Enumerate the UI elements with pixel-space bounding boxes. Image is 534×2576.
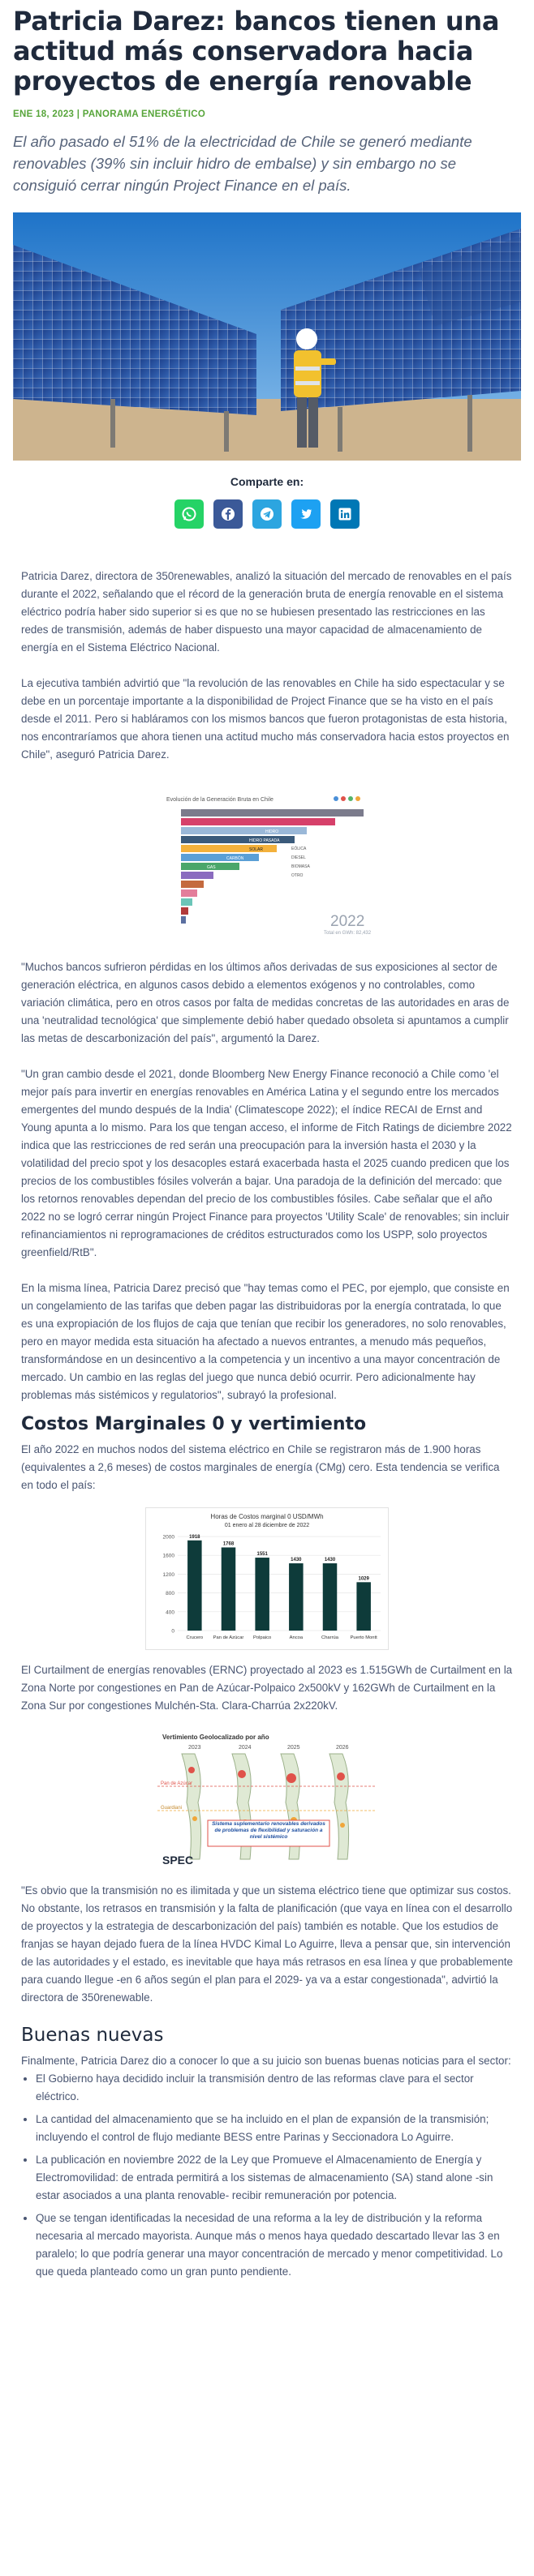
generation-label-5: EÓLICA xyxy=(291,847,307,851)
share-label: Comparte en: xyxy=(230,475,304,488)
share-telegram-button[interactable] xyxy=(252,499,282,529)
map-label-guardiani: Guardiani xyxy=(161,1806,183,1811)
generation-year: 2022 xyxy=(330,913,365,930)
curtailment-map-figure xyxy=(157,1729,377,1867)
year-label-1: 2024 xyxy=(239,1745,252,1751)
x-category-label: Crucero xyxy=(186,1635,204,1640)
bar-crucero xyxy=(187,1541,202,1631)
bar-ancoa xyxy=(289,1563,304,1631)
generation-label-2: SOLAR xyxy=(249,847,263,852)
y-tick-label: 1200 xyxy=(162,1571,174,1578)
paragraph-2: La ejecutiva también advirtió que "la revolución de las renovables en Chile ha sido espectacular y se debe en un porcentaje importante a la disponibilidad de Project Finance que se ha visto en el país desde el 2011. Pero si habláramos con los mismos bancos que fueron protagonistas de esta historia, nos encontraríamos que ahora tienen una actitud mucho más conservadora hacia estos proyectos en Chile", aseguró Patricia Darez. xyxy=(21,677,510,761)
generation-label-7: BIOMASA xyxy=(291,864,310,869)
year-label-3: 2026 xyxy=(336,1745,349,1751)
y-tick-label: 2000 xyxy=(162,1534,174,1541)
bar-charr-a xyxy=(323,1563,338,1631)
x-category-label: Charrúa xyxy=(321,1635,338,1640)
share-buttons xyxy=(13,499,521,529)
y-tick-label: 400 xyxy=(166,1609,174,1616)
paragraph-6: El año 2022 en muchos nodos del sistema eléctrico en Chile se registraron más de 1.900 horas (equivalentes a 2,6 meses) de costos marginales de energía (CMg) cero. Esta tendencia se verifica en todo el país: xyxy=(21,1443,500,1491)
curtailment-map-title: Vertimiento Geolocalizado por año xyxy=(162,1734,269,1741)
linkedin-icon xyxy=(337,506,353,522)
facebook-icon xyxy=(220,506,236,522)
telegram-icon xyxy=(259,506,275,522)
map-label-pan-de-azucar: Pan de Azúcar xyxy=(161,1781,193,1786)
map-annotation-box: Sistema suplementario renovables derivados de problemas de flexibilidad y saturación a nivel sistémico xyxy=(212,1821,325,1840)
paragraph-4: "Un gran cambio desde el 2021, donde Bloomberg New Energy Finance reconoció a Chile como 'el mejor país para invertir en energías renovables en América Latina y el segundo entre los mercados emergentes del mundo después de la India' (Climatescope 2022); el índice RECAI de Ernst and Young apunta a lo mismo. Para los que tengan acceso, el informe de Fitch Ratings de diciembre 2022 indica que las restricciones de red serán una preocupación para la inversión hasta el 2030 y la volatilidad del precio spot y los desacoples estará exacerbada hasta el 2025 cuando predicen que los precios de los combustibles fósiles volverán a bajar. Una paradoja de la definición del mercado: que los retornos renovables dependan del precio de los combustibles fósiles. Cabe señalar que el año 2022 no se logró cerrar ningún Project Finance para proyectos 'Utility Scale' de renovables; sin incluir refinanciamientos ni reprogramaciones de créditos estructurados como los USPP, solo proyectos greenfield/RtB". xyxy=(21,1068,512,1258)
paragraph-8: "Es obvio que la transmisión no es ilimitada y que un sistema eléctrico tiene que optimizar sus costos. No obstante, los retrasos en transmisión y la falta de planificación (que vaya en línea con el desarrollo de proyectos y la estrategia de descarbonización del país) también es notable. Que los estudios de franjas se hayan dejado fuera de la línea HVDC Kimal Lo Aguirre, lleva a pensar que, sin intervención de las autoridades y el estado, es inevitable que haya más retrasos en esa línea y que probablemente para cuando llegue -en 6 años según el plan para el 2029- ya va a estar congestionada", advirtió la directora de 350renewable. xyxy=(21,1884,513,2004)
good-news-list xyxy=(21,2070,513,2281)
bar-puerto-montt xyxy=(356,1582,371,1631)
generation-chart-figure xyxy=(161,791,373,937)
list-item: • Que se tengan identificadas la necesidad de una reforma a la ley de distribución y la reforma necesaria al mercado mayorista. Aunque más o menos haya quedado descartado llevar las 3 en paralelo; lo que podría generar una mayor concentración de mercado y menor competitividad. Lo que queda planteado como un gran punto pendiente. xyxy=(36,2210,513,2281)
spec-logo: SPEC xyxy=(162,1854,194,1867)
share-facebook-button[interactable] xyxy=(213,499,243,529)
share-linkedin-button[interactable] xyxy=(330,499,360,529)
paragraph-9: Finalmente, Patricia Darez dio a conocer lo que a su juicio son buenas buenas noticias para el sector: xyxy=(21,2055,511,2067)
paragraph-5: En la misma línea, Patricia Darez precisó que "hay temas como el PEC, por ejemplo, que consiste en un congelamiento de las tarifas que deben pagar las distribuidoras por la energía contratada, lo que es una expropiación de los flujos de caja que tenían que recibir los generadores, no solo renovables, pero en mayor medida esta situación ha afectado a nuevos entrantes, a menudo más pequeños, transformándose en un desincentivo a la competencia y un incentivo a una mayor concentración de mercado. Un cambio en las reglas del juego que nunca debió ocurrir. Pero adicionalmente hay problemas más sistémicos y regulatorios", subrayó la profesional. xyxy=(21,1282,510,1401)
bar-value-label: 1768 xyxy=(222,1541,235,1547)
chart-title: Horas de Costos marginal 0 USD/MWh xyxy=(210,1513,324,1520)
bar-polpaico xyxy=(255,1558,269,1631)
marginal-cost-chart xyxy=(145,1507,389,1650)
generation-total: Total en GWh: 82,432 xyxy=(324,931,372,936)
whatsapp-icon xyxy=(181,506,197,522)
generation-label-8: OTRO xyxy=(291,873,304,878)
bar-value-label: 1430 xyxy=(291,1558,302,1563)
bar-value-label: 1430 xyxy=(324,1558,336,1563)
section-heading-costos: Costos Marginales 0 y vertimiento xyxy=(21,1414,367,1434)
share-whatsapp-button[interactable] xyxy=(174,499,204,529)
generation-label-0: HIDRO xyxy=(265,829,279,834)
article-meta[interactable]: ENE 18, 2023 | PANORAMA ENERGÉTICO xyxy=(13,109,206,119)
section-heading-buenas-nuevas: Buenas nuevas xyxy=(21,2025,164,2046)
list-item: • La cantidad del almacenamiento que se ha incluido en el plan de expansión de la transmisión; incluyendo el control de flujo mediante BESS entre Parinas y Seccionadora Lo Aguirre. xyxy=(36,2111,513,2146)
bar-value-label: 1029 xyxy=(358,1576,369,1582)
generation-label-4: GAS xyxy=(207,865,216,870)
article-lede: El año pasado el 51% de la electricidad de Chile se generó mediante renovables (39% sin incluir hidro de embalse) y sin embargo no se consiguió cerrar ningún Project Finance en el país. xyxy=(13,133,472,194)
x-category-label: Puerto Montt xyxy=(350,1635,377,1640)
y-tick-label: 800 xyxy=(166,1591,174,1597)
generation-label-1: HIDRO PASADA xyxy=(249,838,280,843)
chart-subtitle: 01 enero al 28 diciembre de 2022 xyxy=(224,1523,310,1528)
bar-pan-de-az-car xyxy=(222,1547,236,1631)
x-category-label: Polpaico xyxy=(253,1635,272,1640)
year-label-2: 2025 xyxy=(287,1745,300,1751)
bar-value-label: 1918 xyxy=(189,1534,200,1540)
paragraph-1: Patricia Darez, directora de 350renewables, analizó la situación del mercado de renovables en el país durante el 2022, señalando que el récord de la generación bruta de energía renovable en el sistema eléctrico podría haber sido superior si es que no se hubiesen presentado las restricciones en las redes de transmisión, además de haber dispuesto una mayor capacidad de almacenamiento de energía en el Sistema Eléctrico Nacional. xyxy=(21,570,512,654)
generation-label-3: CARBÓN xyxy=(226,856,244,861)
bar-value-label: 1551 xyxy=(256,1552,268,1558)
x-category-label: Pan de Azúcar xyxy=(213,1635,244,1640)
list-item: • El Gobierno haya decidido incluir la transmisión dentro de las reformas clave para el sector eléctrico. xyxy=(36,2070,513,2106)
twitter-icon xyxy=(298,506,314,522)
hero-image xyxy=(13,212,521,461)
generation-chart-title: Evolución de la Generación Bruta en Chile xyxy=(166,797,273,803)
paragraph-7: El Curtailment de energías renovables (ERNC) proyectado al 2023 es 1.515GWh de Curtailment en la Zona Norte por congestiones en Pan de Azúcar-Polpaico 2x500kV y 162GWh de Curtailment en la Zona Sur por congestiones Mulchén-Sta. Clara-Charrúa 2x220kV. xyxy=(21,1664,513,1712)
list-item: • La publicación en noviembre 2022 de la Ley que Promueve el Almacenamiento de Energía y Electromovilidad: de entrada permitirá a los sistemas de almacenamiento (SA) stand alone -sin estar asociados a una planta renovable- recibir remuneración por potencia. xyxy=(36,2151,513,2205)
year-label-0: 2023 xyxy=(188,1745,201,1751)
y-tick-label: 0 xyxy=(171,1628,174,1635)
article-title: Patricia Darez: bancos tienen una actitud más conservadora hacia proyectos de energía renovable xyxy=(13,6,500,96)
y-tick-label: 1600 xyxy=(162,1553,174,1559)
generation-label-6: DIESEL xyxy=(291,855,306,860)
share-twitter-button[interactable] xyxy=(291,499,321,529)
x-category-label: Ancoa xyxy=(289,1635,304,1640)
paragraph-3: "Muchos bancos sufrieron pérdidas en los últimos años derivadas de sus exposiciones al sector de generación eléctrica, en algunos casos debido a elementos exógenos y no controlables, como variación climática, pero en otros casos por falta de medidas concretas de las autoridades en aras de una 'neutralidad tecnológica' que simplemente debió haber quedado obsoleta si apuntamos a cumplir las metas de descarbonización del país", argumentó la Darez. xyxy=(21,961,510,1044)
